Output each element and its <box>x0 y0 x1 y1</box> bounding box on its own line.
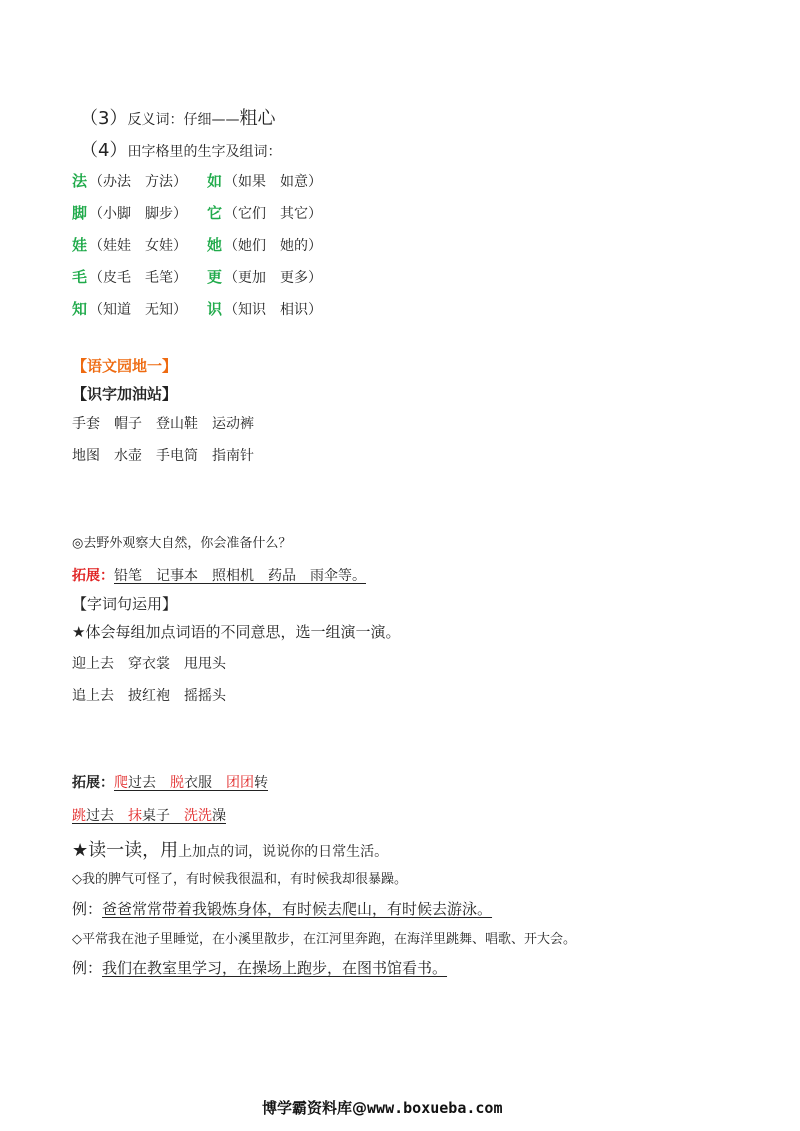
station-line-1: 手套 帽子 登山鞋 运动裤 <box>72 416 254 432</box>
usage-expand-label: 拓展： <box>72 775 114 791</box>
character-left: 知 <box>72 300 88 318</box>
read-sentence-2: ◇平常我在池子里睡觉，在小溪里散步，在江河里奔跑，在海洋里跳舞、唱歌、开大会。 <box>72 932 576 947</box>
character-right: 更 <box>207 268 223 286</box>
read-example-2 <box>72 958 447 978</box>
character-left: 法 <box>72 172 88 190</box>
characters-heading-text: 田字格里的生字及组词： <box>127 144 282 160</box>
character-right-words: （如果 如意） <box>224 174 323 190</box>
character-right: 她 <box>207 236 223 254</box>
highlighted-character: 脱 <box>170 775 184 791</box>
character-row <box>72 234 322 256</box>
character-right: 如 <box>207 172 223 190</box>
word-segment: 桌子 <box>142 808 170 824</box>
usage-expand-1 <box>72 773 268 793</box>
garden-title: 【语文园地一】 <box>72 357 178 375</box>
highlighted-character: 洗洗 <box>184 808 212 824</box>
example-label-1: 例： <box>72 900 103 918</box>
word-segment <box>114 808 128 824</box>
garden-question: ◎去野外观察大自然，你会准备什么？ <box>72 536 292 551</box>
character-right-words: （更加 更多） <box>224 270 323 286</box>
word-segment: 过去 <box>86 808 114 824</box>
expand-label: 拓展： <box>72 568 114 584</box>
station-title: 【识字加油站】 <box>72 385 178 403</box>
usage-line-2: 追上去 披红袍 摇摇头 <box>72 688 226 704</box>
read-example-1 <box>72 899 492 919</box>
character-right-words: （她们 她的） <box>224 238 323 254</box>
highlighted-character: 跳 <box>72 808 86 824</box>
usage-expand-2 <box>72 806 226 826</box>
antonym-answer: 粗心 <box>239 108 276 129</box>
word-segment: 转 <box>254 775 268 791</box>
character-left-words: （知道 无知） <box>89 302 188 318</box>
antonym-label: 反义词：仔细 <box>127 112 212 128</box>
example-text-1: 爸爸常常带着我锻炼身体，有时候去爬山，有时候去游泳。 <box>102 900 493 918</box>
example-label-2: 例： <box>72 959 103 977</box>
word-segment: 衣服 <box>184 775 212 791</box>
word-segment <box>170 808 184 824</box>
footer-watermark <box>262 1097 502 1118</box>
word-segment <box>156 775 170 791</box>
character-left: 脚 <box>72 204 88 222</box>
characters-heading <box>80 136 281 162</box>
character-right-words: （知识 相识） <box>224 302 323 318</box>
character-left: 毛 <box>72 268 88 286</box>
highlighted-character: 团团 <box>226 775 254 791</box>
usage-line-1: 迎上去 穿衣裳 甩甩头 <box>72 656 226 672</box>
character-left-words: （办法 方法） <box>89 174 188 190</box>
character-row <box>72 170 322 192</box>
word-segment: 过去 <box>128 775 156 791</box>
character-right: 它 <box>207 204 223 222</box>
station-line-2: 地图 水壶 手电筒 指南针 <box>72 448 254 464</box>
read-title-small: 上加点的词，说说你的日常生活。 <box>178 844 389 860</box>
expand-answer: 铅笔 记事本 照相机 药品 雨伞等。 <box>114 568 366 584</box>
usage-expand-words-2 <box>72 806 226 826</box>
character-row <box>72 266 322 288</box>
character-left-words: （娃娃 女娃） <box>89 238 188 254</box>
read-title <box>72 836 388 862</box>
usage-instruction: ★体会每组加点词语的不同意思，选一组演一演。 <box>72 623 401 641</box>
footer-text: 博学霸资料库@ <box>262 1099 368 1117</box>
character-row <box>72 202 322 224</box>
item-number-4: （4） <box>80 140 128 161</box>
read-title-big: ★读一读，用 <box>72 840 179 861</box>
footer-url: www.boxueba.com <box>367 1099 503 1117</box>
usage-expand-words-1 <box>114 773 268 793</box>
highlighted-character: 爬 <box>114 775 128 791</box>
character-right: 识 <box>207 300 223 318</box>
garden-expand <box>72 566 366 586</box>
character-row <box>72 298 322 320</box>
word-segment: 澡 <box>212 808 226 824</box>
character-left-words: （皮毛 毛笔） <box>89 270 188 286</box>
word-segment <box>212 775 226 791</box>
read-sentence-1: ◇我的脾气可怪了，有时候我很温和，有时候我却很暴躁。 <box>72 872 407 887</box>
antonym-dash: —— <box>211 112 240 128</box>
character-left: 娃 <box>72 236 88 254</box>
highlighted-character: 抹 <box>128 808 142 824</box>
usage-title: 【字词句运用】 <box>72 595 178 613</box>
character-right-words: （它们 其它） <box>224 206 323 222</box>
character-left-words: （小脚 脚步） <box>89 206 188 222</box>
item-number-3: （3） <box>80 108 128 129</box>
example-text-2: 我们在教室里学习，在操场上跑步，在图书馆看书。 <box>102 959 448 977</box>
antonym-line <box>80 104 275 130</box>
